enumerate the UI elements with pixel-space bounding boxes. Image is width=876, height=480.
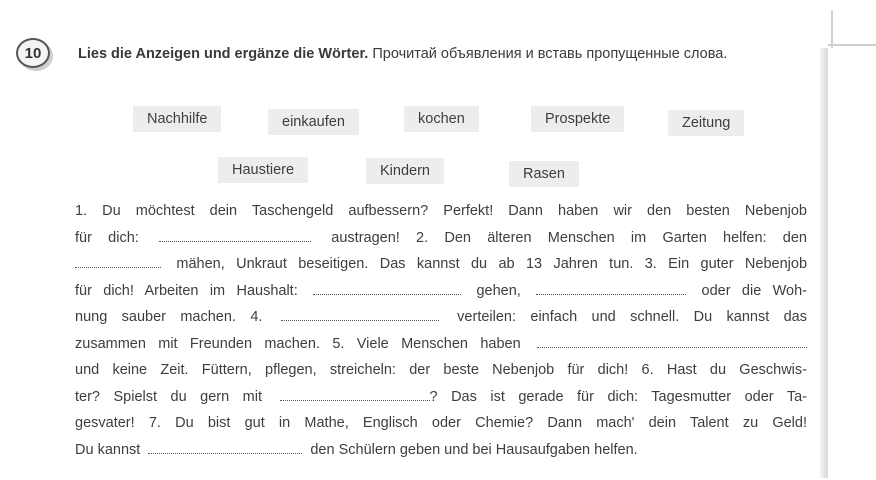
text-line: und keine Zeit. Füttern, pflegen, streicheln: der beste Nebenjob für dich! 6. Hast du Geschwis- [75,362,807,378]
text-line: 1. Du möchtest dein Taschengeld aufbessern? Perfekt! Dann haben wir den besten Nebenjob [75,203,807,219]
text-line: für dich: austragen! 2. Den älteren Menschen im Garten helfen: den [75,229,808,246]
answer-blank-3a[interactable] [313,282,461,295]
text-line: nung sauber machen. 4. verteilen: einfach und schnell. Du kannst das [75,309,807,325]
word-chip: Rasen [509,161,579,187]
text-line: zusammen mit Freunden machen. 5. Viele Menschen haben [75,331,807,358]
answer-blank-5[interactable] [537,335,807,348]
text-line: gesvater! 7. Du bist gut in Mathe, Englisch oder Chemie? Dann mach' dein Talent zu Geld! [75,415,807,431]
word-chip: Haustiere [218,157,308,183]
word-chip: Zeitung [668,110,744,136]
text-line: mähen, Unkraut beseitigen. Das kannst du ab 13 Jahren tun. 3. Ein guter Nebenjob [75,251,807,278]
page-edge-shadow [820,48,828,478]
answer-blank-4[interactable] [281,308,439,321]
answer-blank-1[interactable] [159,229,311,242]
text-line: ter? Spielst du gern mit ? Das ist gerade für dich: Tagesmutter oder Ta- [75,388,807,405]
word-chip: einkaufen [268,109,359,135]
instruction-german: Lies die Anzeigen und ergänze die Wörter. [78,46,369,62]
word-chip: Kindern [366,158,444,184]
page-edge-rule [828,44,876,46]
text-line: Du kannst den Schülern geben und bei Hausaufgaben helfen. [75,441,638,458]
page-edge-line [831,10,833,48]
text-line: für dich! Arbeiten im Haushalt: gehen, oder die Woh- [75,282,807,299]
answer-blank-3b[interactable] [536,282,686,295]
exercise-number-badge [16,38,50,68]
answer-blank-6[interactable] [280,388,430,401]
exercise-text [75,198,807,463]
answer-blank-2[interactable] [75,255,161,268]
word-chip: Nachhilfe [133,106,221,132]
exercise-number: 10 [24,44,42,62]
answer-blank-7[interactable] [148,441,302,454]
instruction-russian: Прочитай объявления и вставь пропущенные слова. [372,46,728,62]
exercise-instruction [78,44,818,64]
word-chip: kochen [404,106,479,132]
word-chip: Prospekte [531,106,624,132]
